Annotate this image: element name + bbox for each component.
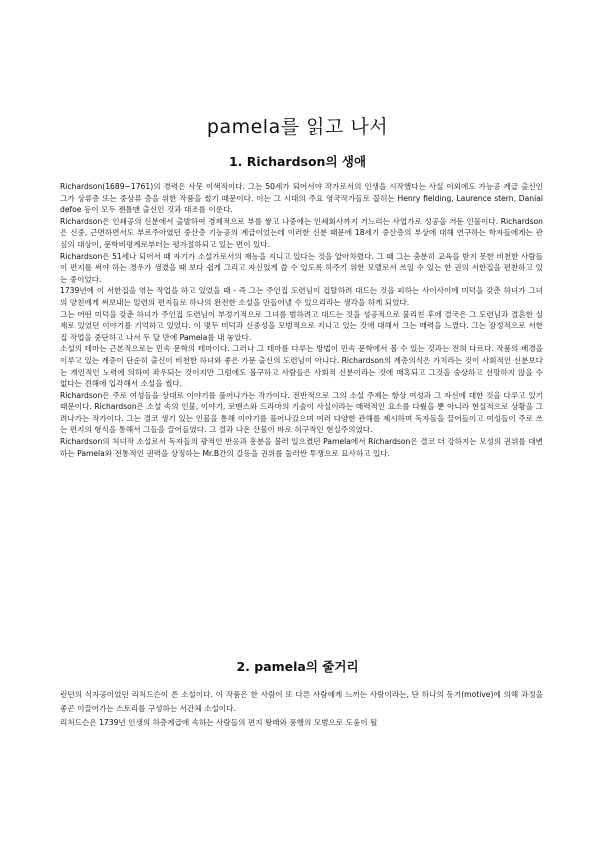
paragraph: Richardson의 처녀작 소설로서 독자들의 광적인 반응과 흥분을 불러 일으켰던 Pamela에서 Richardson은 결코 더 강하지는 모성의 권위를 대변하는 Pamela와 전통적인 권력을 상징하는 Mr.B간의 갈등을 권위를 둘러싼 투쟁으로 묘사하고 있다.	[60, 437, 543, 458]
paragraph: Richardson은 주로 여성들을 상대로 이야기를 풀어나가는 작가이다. 전반적으로 그의 소설 주제는 항상 여성과 그 자신에 대한 것을 다루고 있기 때문이다. Richardson은 소설 속의 인물, 이야기, 로맨스와 드라마의 기술이 사실이라는 매력적인 요소를 다뤘을 뿐 아니라 현실적으로 상황을 그려나가는 작가이다. 그는 결코 생기 있는 인물을 통해 이야기를 풀어나갔으며 여러 다양한 관해를 제시하며 독자들을 끌어들이고 여성들이 주로 쓰는 편지의 형식을 통해서 그들을 끌어들였다. 그 결과 나온 산물이 바로 허구적인 현실주의였다.	[60, 390, 543, 435]
paragraph: 리처드슨은 1739년 인생의 하층계급에 속하는 사람들의 편지 왕래와 풍행의 모범으로 도움이 될	[60, 718, 378, 727]
paragraph: Richardson은 51세나 되어서 때 자기가 소설가로서의 재능을 지니고 있다는 것을 알아차렸다. 그 때 그는 충분히 교육을 받지 못한 비천한 사람들이 편지를 써야 하는 경우가 생겼을 때 보다 쉽게 그리고 자신있게 쓸 수 있도록 하주기 위한 모델로서 쓰일 수 있는 한 권의 서한집을 편찬하고 있는 중이었다.	[60, 251, 543, 284]
section-1-heading: 1. Richardson의 생애	[228, 154, 367, 169]
section-1-body	[60, 181, 543, 459]
paragraph: Richardson은 인쇄공의 신분에서 출발하여 경제적으로 부를 쌓고 나중에는 인쇄회사까지 거느리는 사업가로 성공을 거둔 인물이다. Richardson은 신중, 근면하면서도 부르주아였던 중산층 기능공의 계급이었는데 이러한 신분 때문에 18세기 중산층의 부상에 대해 연구하는 학자들에게는 관심의 대상이, 문학비평계로부터는 평가절하되고 있는 면이 있다.	[60, 216, 543, 249]
paragraph: 1739년에 이 서한집을 엮는 작업을 하고 있었을 때 - 즉 그는 주인집 도련님이 겁탈하려 대드는 것을 피하는 사이사이에 미덕을 갖춘 하녀가 그녀의 양친에게 써보내는 일련의 편지들로 하나의 완전한 소설을 만들어낼 수 있으리라는 생각을 하게 되었다.	[60, 286, 543, 307]
section-2-heading: 2. pamela의 줄거리	[236, 659, 359, 674]
section-2-body	[60, 688, 543, 730]
paragraph: 그는 어떤 미덕을 갖춘 하녀가 주인집 도련님이 부정기적으로 그녀를 범하려고 대드는 것을 성공적으로 물리친 후에 결국은 그 도련님과 결혼한 실제로 있었던 이야기를 기억하고 있었다. 이 몇두 미덕과 신중성을 모범적으로 지니고 있는 것에 대해서 그는 매력을 느꼈다. 그는 잠정적으로 서한집 작업을 중단하고 나서 두 달 만에 Pamela를 내 놓았다.	[60, 309, 543, 342]
paragraph: 소설의 테마는 근본적으로는 민속 문학의 테마이다. 그러나 그 테마를 다루는 방법이 민속 문학에서 볼 수 있는 것과는 전혀 다르다. 작품의 배경을 이루고 있는 계층이 단순히 출신이 비천한 하녀와 좋은 가문 출신의 도련님이 아니다. Richardson의 계층의식은 가치라는 것이 사회적인 신분보다는 개인적인 노력에 의하여 좌우되는 것이지만 그럼에도 불구하고 사람들은 사회적 신분이라는 것에 매혹되고 그것을 숭상하고 선망하지 않을 수 없다는 견해에 입각해서 소설을 썼다.	[60, 344, 543, 389]
paragraph: Richardson(1689~1761)의 경력은 사뭇 이색적이다. 그는 50세가 되어서야 작가로서의 인생을 시작했다는 사실 이외에도 가능공 계급 출신인 그가 상류층 또는 중상류 층을 위한 작품을 썼기 때문이다. 이는 그 시대의 주요 영국작가들로 꼽히는 Henry fielding, Laurence stern, Danial defoe 등이 모두 젠틀맨 출신인 것과 대조를 이룬다.	[60, 182, 543, 215]
paragraph: 런던의 식자공이었던 리처드슨이 쓴 소설이다. 이 작품은 한 사람이 또 다른 사람에게 느끼는 사랑이라는, 단 하나의 동기(motive)에 의해 과정을 좋곤 이끌어가는 스토리를 구성하는 서간체 소설이다.	[60, 690, 543, 713]
document-title: pamela를 읽고 나서	[206, 116, 389, 138]
